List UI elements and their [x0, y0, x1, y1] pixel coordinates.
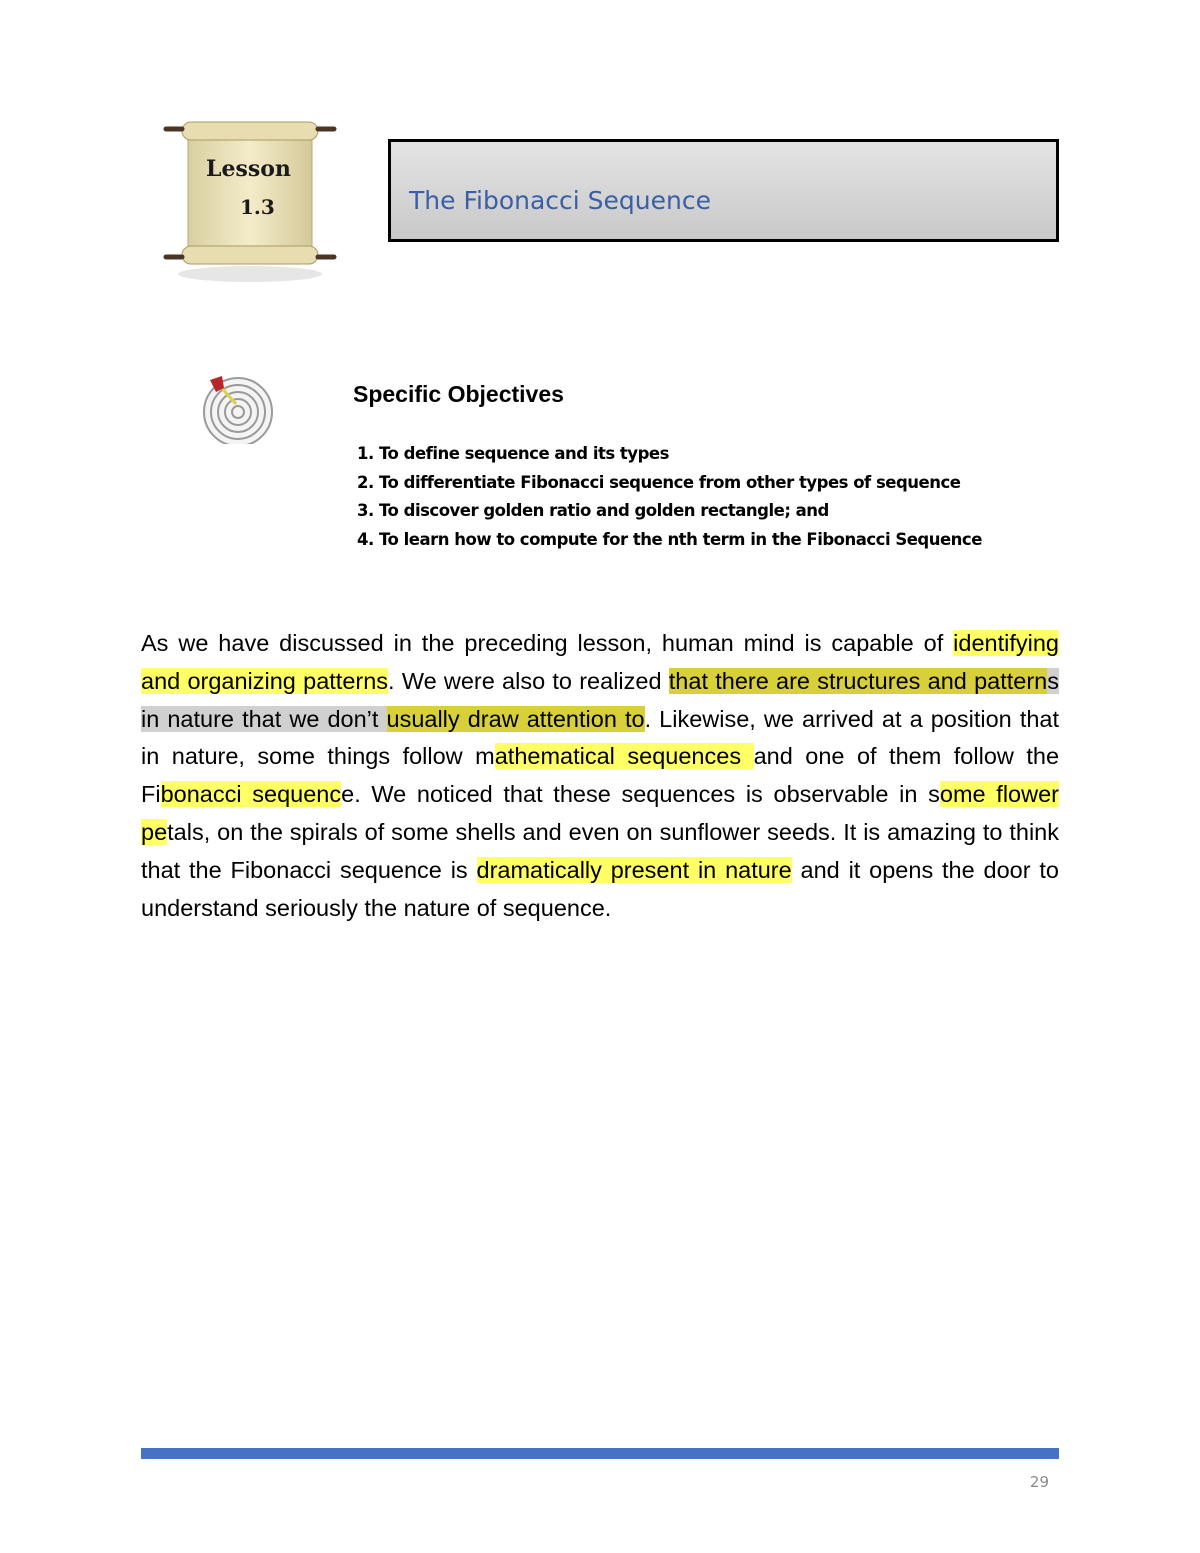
highlighted-text: athematical sequences — [494, 743, 754, 770]
body-text: tals, on the spirals of some shells and even on sunflower seeds. It is amazing to think that the Fibonacci sequence is — [141, 818, 1059, 883]
lesson-title: The Fibonacci Sequence — [409, 186, 711, 215]
highlighted-text: that there are structures and pattern — [668, 667, 1048, 694]
body-paragraph — [141, 625, 1059, 927]
body-text: As we have discussed in the preceding lesson, human mind is capable of — [141, 630, 954, 656]
objective-item: 2. To differentiate Fibonacci sequence from other types of sequence — [357, 472, 961, 492]
body-text: s in nature that we don’t — [141, 667, 1059, 732]
scroll-label-lesson: Lesson — [206, 156, 291, 182]
highlighted-text: ome flower pe — [141, 781, 1059, 845]
scroll-label-number: 1.3 — [240, 195, 275, 219]
highlighted-text: dramatically present in nature — [476, 856, 792, 883]
lesson-title-box — [388, 139, 1059, 242]
highlighted-text: bonacci sequenc — [160, 781, 342, 808]
objective-item: 4. To learn how to compute for the nth term in the Fibonacci Sequence — [357, 529, 982, 549]
objectives-target-icon — [198, 372, 278, 444]
lesson-scroll-badge — [160, 112, 340, 287]
highlighted-text: identifying and organizing patterns — [141, 630, 1059, 694]
footer-rule — [141, 1448, 1059, 1459]
page-number: 29 — [1029, 1473, 1049, 1491]
objectives-list — [357, 440, 982, 554]
objectives-heading: Specific Objectives — [353, 381, 564, 407]
objective-item: 3. To discover golden ratio and golden rectangle; and — [357, 501, 829, 521]
objective-item: 1. To define sequence and its types — [357, 444, 669, 463]
highlighted-text: usually draw attention to — [386, 705, 645, 732]
body-text: . We were also to realized — [388, 667, 669, 694]
body-text: . Likewise, we arrived at a position that in nature, some things follow m — [141, 705, 1060, 770]
body-text: and one of them follow the Fi — [141, 743, 1060, 808]
body-text: and it opens the door to understand seriously the nature of sequence. — [141, 856, 1060, 921]
scroll-icon — [160, 112, 340, 287]
body-text: e. We noticed that these sequences is observable in s — [341, 781, 940, 808]
